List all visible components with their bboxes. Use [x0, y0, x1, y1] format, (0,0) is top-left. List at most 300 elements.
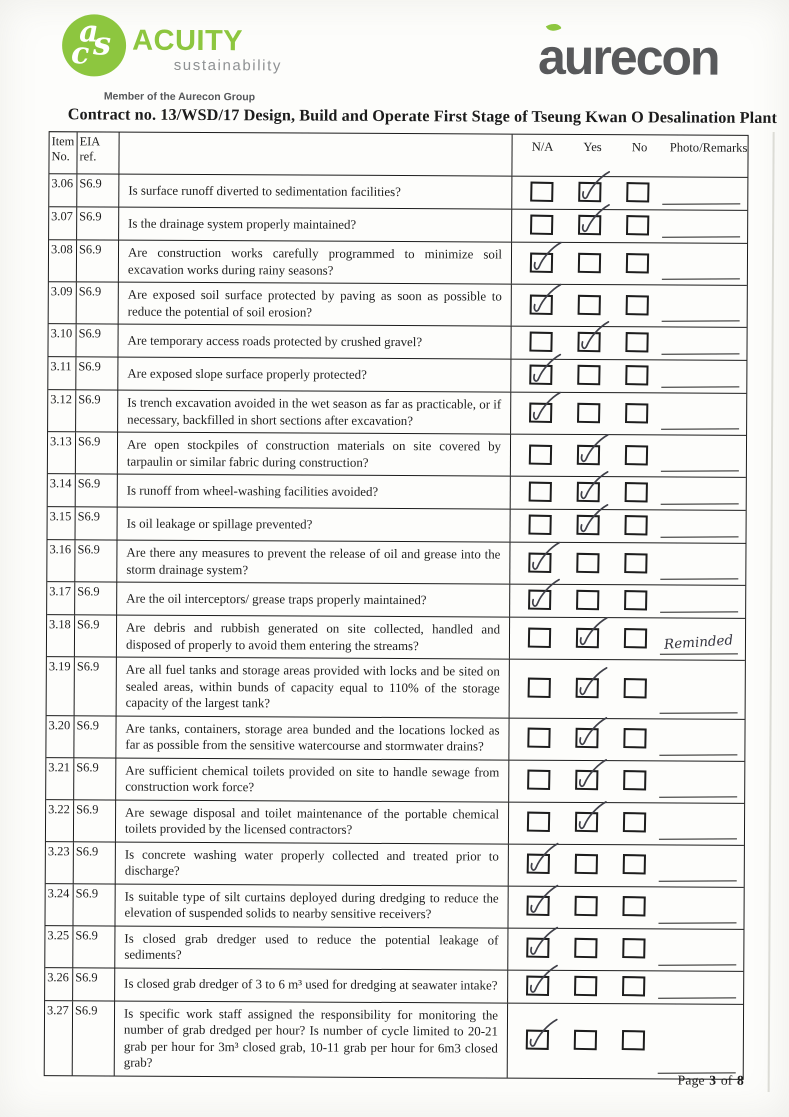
checkbox-na[interactable] — [527, 728, 550, 748]
question-text: Is closed grab dredger of 3 to 6 m³ used for dredging at seawater intake? — [124, 976, 498, 993]
question-text: Is the drainage system properly maintained? — [128, 216, 357, 232]
header-yes: Yes — [583, 139, 602, 155]
monogram-letter-c: c — [70, 36, 90, 72]
answers-cell — [507, 928, 743, 970]
checkbox-na[interactable] — [529, 444, 552, 464]
checkbox-na[interactable] — [528, 627, 551, 647]
checkbox-yes[interactable] — [578, 182, 601, 202]
remark-line — [661, 536, 739, 537]
remark-line — [658, 997, 736, 998]
check-mark-icon — [574, 801, 611, 836]
checkbox-no[interactable] — [626, 215, 649, 235]
checkbox-na[interactable] — [527, 854, 550, 874]
page-number — [678, 1072, 745, 1088]
aurecon-initial: a — [538, 27, 564, 87]
header-eia-ref-label: EIA ref. — [79, 134, 100, 164]
eia-ref-cell — [72, 926, 115, 967]
checkbox-no[interactable] — [625, 482, 648, 502]
acuity-monogram-icon — [62, 14, 126, 76]
remark-line — [660, 578, 738, 579]
checkbox-no[interactable] — [622, 1030, 645, 1050]
checkbox-yes[interactable] — [575, 770, 598, 790]
eia-ref-cell — [75, 390, 118, 431]
question-cell — [117, 541, 509, 584]
item-no: 3.08 — [50, 242, 73, 257]
eia-ref-cell — [74, 615, 117, 656]
checkbox-na[interactable] — [526, 938, 549, 958]
checkbox-no[interactable] — [624, 515, 647, 535]
checkbox-na[interactable] — [529, 365, 552, 385]
answers-cell — [507, 886, 743, 928]
item-no: 3.06 — [51, 176, 74, 191]
answers-cell — [509, 660, 745, 719]
question-cell — [115, 968, 507, 1002]
checkbox-na[interactable] — [526, 1029, 549, 1049]
remark-line — [659, 838, 737, 839]
answers-cell — [508, 718, 744, 760]
item-no: 3.11 — [50, 359, 72, 374]
checkbox-na[interactable] — [528, 677, 551, 697]
eia-ref: S6.9 — [77, 434, 101, 449]
eia-ref: S6.9 — [75, 927, 98, 942]
item-no-cell — [48, 432, 75, 473]
eia-ref-cell — [74, 657, 117, 715]
answers-cell — [510, 327, 746, 360]
checkbox-no[interactable] — [626, 253, 649, 273]
page-total: 8 — [737, 1072, 745, 1088]
question-cell — [119, 283, 511, 326]
remark-line — [662, 236, 740, 237]
check-mark-icon — [574, 717, 611, 752]
check-mark-icon — [528, 391, 565, 426]
item-no: 3.27 — [47, 1002, 69, 1017]
checkbox-na[interactable] — [528, 515, 551, 535]
check-mark-icon — [529, 283, 566, 318]
monogram-letter-s: s — [93, 24, 112, 63]
question-text: Is closed grab dredger used to reduce the potential leakage of sediments? — [124, 931, 499, 962]
checkbox-na[interactable] — [529, 482, 552, 502]
eia-ref: S6.9 — [78, 359, 101, 374]
checkbox-yes[interactable] — [576, 515, 599, 535]
acuity-logo — [60, 12, 290, 108]
table-row — [47, 615, 745, 661]
answers-cell — [509, 585, 745, 618]
question-cell — [119, 208, 511, 242]
item-no: 3.20 — [48, 717, 71, 732]
check-mark-icon — [529, 241, 566, 276]
question-text: Are the oil interceptors/ grease traps properly maintained? — [126, 591, 427, 607]
question-cell — [119, 241, 511, 284]
checkbox-no[interactable] — [624, 590, 647, 610]
remark-line — [661, 503, 739, 504]
answers-cell — [511, 177, 747, 210]
table-row — [48, 432, 746, 478]
remark-text: Reminded — [663, 632, 734, 653]
question-text: Are tanks, containers, storage area bunded and the locations locked as far as possible from the sensitive watercourse and stormwater drains? — [125, 721, 500, 754]
page-of: of — [720, 1072, 733, 1088]
question-text: Is suitable type of silt curtains deployed during dredging to reduce the elevation of suspended solids to nearby sensitive receivers? — [124, 889, 499, 922]
page-current: 3 — [709, 1072, 717, 1088]
question-cell — [118, 358, 510, 392]
answers-cell — [510, 477, 746, 510]
item-no-cell — [47, 582, 74, 614]
checkbox-yes[interactable] — [574, 975, 597, 995]
checkbox-no[interactable] — [624, 553, 647, 573]
eia-ref: S6.9 — [77, 509, 101, 524]
remark-line — [659, 922, 737, 923]
item-no: 3.10 — [50, 326, 73, 341]
eia-ref-cell — [72, 884, 115, 925]
question-cell — [119, 175, 511, 209]
table-row — [46, 716, 744, 762]
eia-ref-cell — [75, 357, 118, 389]
table-header-row — [49, 132, 747, 178]
table-row — [48, 324, 746, 361]
checkbox-no[interactable] — [623, 728, 646, 748]
eia-ref-cell — [72, 1001, 115, 1075]
eia-ref-cell — [74, 582, 117, 614]
answers-cell — [508, 802, 744, 844]
item-no: 3.24 — [47, 885, 70, 900]
question-text: Are debris and rubbish generated on site collected, handled and disposed of properly to avoid them entering the streams? — [125, 620, 501, 653]
header-no: No — [631, 140, 648, 155]
remark-line — [660, 653, 738, 654]
item-no: 3.14 — [49, 476, 72, 491]
table-row — [46, 842, 744, 888]
item-no-cell — [45, 968, 72, 1000]
checkbox-na[interactable] — [527, 770, 550, 790]
item-no: 3.23 — [47, 843, 70, 858]
eia-ref-cell — [76, 174, 119, 206]
table-row — [49, 282, 747, 328]
checkbox-no[interactable] — [625, 403, 648, 423]
question-text: Are open stockpiles of construction materials on site covered by tarpaulin or similar fabric during construction? — [126, 437, 502, 470]
eia-ref-cell — [75, 432, 118, 473]
eia-ref-cell — [72, 968, 115, 1000]
answers-cell — [511, 243, 747, 285]
header-question — [119, 133, 511, 176]
answers-cell — [510, 360, 746, 393]
table-row — [45, 926, 743, 972]
checkbox-yes[interactable] — [575, 728, 598, 748]
checkbox-yes[interactable] — [575, 854, 598, 874]
scan-edge-artifact — [768, 132, 775, 1092]
checkbox-na[interactable] — [530, 294, 553, 314]
check-mark-icon — [526, 843, 563, 878]
remark-line — [662, 320, 740, 321]
question-cell — [116, 800, 508, 843]
checkbox-yes[interactable] — [576, 552, 599, 572]
eia-ref-cell — [75, 474, 118, 506]
answers-cell — [511, 285, 747, 327]
eia-ref-cell — [76, 240, 119, 281]
eia-ref: S6.9 — [77, 476, 101, 491]
checkbox-yes[interactable] — [575, 812, 598, 832]
checkbox-no[interactable] — [623, 812, 646, 832]
eia-ref: S6.9 — [75, 885, 99, 900]
item-no: 3.07 — [51, 209, 73, 224]
checkbox-na[interactable] — [526, 896, 549, 916]
header-answers — [511, 135, 747, 177]
remark-line — [660, 611, 738, 612]
table-row — [45, 1001, 743, 1079]
eia-ref: S6.9 — [78, 284, 102, 299]
remark-line — [659, 754, 737, 755]
checkbox-yes[interactable] — [577, 332, 600, 352]
question-text: Are sewage disposal and toilet maintenance of the portable chemical toilets provided by the licensed contractors? — [124, 805, 500, 837]
checkbox-no[interactable] — [622, 938, 645, 958]
question-text: Is oil leakage or spillage prevented? — [126, 516, 313, 532]
remark-line — [661, 470, 739, 471]
checkbox-no[interactable] — [624, 678, 647, 698]
table-row — [48, 357, 746, 394]
question-cell — [116, 758, 508, 801]
eia-ref-cell — [76, 207, 119, 239]
eia-ref: S6.9 — [77, 584, 100, 599]
item-no: 3.15 — [49, 509, 72, 524]
check-mark-icon — [525, 885, 562, 920]
checkbox-yes[interactable] — [577, 402, 600, 422]
table-row — [46, 800, 744, 846]
eia-ref-cell — [73, 800, 116, 841]
question-cell — [118, 508, 510, 542]
question-cell — [115, 1001, 507, 1077]
question-text: Are all fuel tanks and storage areas provided with locks and be sited on sealed areas, within bunds of capacity equal to 110% of the storage capacity of the largest tank? — [125, 662, 500, 711]
table-row — [48, 390, 746, 436]
checkbox-no[interactable] — [623, 854, 646, 874]
question-text: Are construction works carefully programmed to minimize soil excavation works during rainy seasons? — [127, 245, 503, 278]
question-cell — [118, 433, 510, 476]
acuity-wordmark: ACUITY — [132, 24, 244, 58]
acuity-tagline: sustainability — [173, 56, 283, 75]
item-no: 3.18 — [49, 617, 71, 632]
checkbox-yes[interactable] — [576, 590, 599, 610]
question-cell — [117, 583, 509, 617]
checkbox-yes[interactable] — [574, 896, 597, 916]
item-no-cell — [49, 174, 76, 206]
eia-ref: S6.9 — [77, 542, 100, 557]
item-no: 3.09 — [50, 284, 73, 299]
checkbox-yes[interactable] — [578, 294, 601, 314]
item-no-cell — [45, 884, 72, 925]
header-photo-remarks: Photo/Remarks — [669, 140, 748, 155]
item-no: 3.19 — [48, 659, 71, 674]
checkbox-na[interactable] — [528, 552, 551, 572]
check-mark-icon — [525, 927, 562, 962]
item-no-cell — [49, 207, 76, 239]
checkbox-na[interactable] — [527, 812, 550, 832]
table-row — [49, 207, 747, 244]
item-no-cell — [45, 926, 72, 967]
checkbox-yes[interactable] — [578, 252, 601, 272]
checkbox-yes[interactable] — [577, 444, 600, 464]
checkbox-yes[interactable] — [577, 482, 600, 502]
item-no-cell — [48, 474, 75, 506]
checkbox-na[interactable] — [529, 402, 552, 422]
eia-ref: S6.9 — [75, 1002, 98, 1017]
checkbox-no[interactable] — [623, 770, 646, 790]
answers-cell — [510, 435, 746, 477]
answers-cell — [509, 618, 745, 660]
checkbox-na[interactable] — [529, 332, 552, 352]
check-mark-icon — [575, 616, 612, 651]
remark-line — [661, 353, 739, 354]
table-row — [49, 240, 747, 286]
checkbox-yes[interactable] — [577, 365, 600, 385]
eia-ref: S6.9 — [78, 326, 102, 341]
checkbox-no[interactable] — [622, 896, 645, 916]
check-mark-icon — [525, 1018, 562, 1053]
header-eia-ref — [76, 132, 119, 173]
checkbox-na[interactable] — [530, 252, 553, 272]
item-no-cell — [47, 615, 74, 656]
item-no: 3.21 — [48, 759, 71, 774]
item-no: 3.16 — [49, 542, 72, 557]
header-na: N/A — [531, 139, 554, 154]
checklist-table — [44, 131, 749, 1079]
checkbox-no[interactable] — [625, 365, 648, 385]
aurecon-wordmark-rest: urecon — [563, 28, 719, 86]
eia-ref-cell — [73, 842, 116, 883]
item-no-cell — [48, 357, 75, 389]
checkbox-no[interactable] — [625, 445, 648, 465]
checkbox-no[interactable] — [622, 976, 645, 996]
document-title: Contract no. 13/WSD/17 Design, Build and Operate First Stage of Tseung Kwan O Desalination Plant — [67, 105, 778, 127]
checkbox-yes[interactable] — [574, 1029, 597, 1049]
item-no-cell — [46, 758, 73, 799]
acuity-member-line: Member of the Aurecon Group — [103, 90, 256, 104]
answers-cell — [507, 1003, 743, 1078]
eia-ref: S6.9 — [76, 801, 99, 816]
table-row — [46, 758, 744, 804]
item-no-cell — [49, 282, 76, 323]
eia-ref: S6.9 — [76, 759, 99, 774]
checkbox-no[interactable] — [626, 182, 649, 202]
answers-cell — [510, 393, 746, 435]
question-text: Are exposed slope surface properly protected? — [127, 366, 367, 382]
checkbox-no[interactable] — [624, 628, 647, 648]
table-row — [47, 657, 745, 719]
answers-cell — [509, 543, 745, 585]
eia-ref: S6.9 — [79, 176, 102, 191]
remark-line — [661, 386, 739, 387]
question-cell — [117, 616, 509, 659]
question-text: Are temporary access roads protected by crushed gravel? — [127, 333, 423, 349]
page-label: Page — [677, 1072, 705, 1088]
question-cell — [116, 842, 508, 885]
item-no-cell — [46, 716, 73, 757]
eia-ref: S6.9 — [75, 969, 98, 984]
item-no-cell — [48, 390, 75, 431]
question-text: Is runoff from wheel-washing facilities avoided? — [126, 483, 379, 499]
table-row — [48, 474, 746, 511]
remark-line — [658, 964, 736, 965]
answers-cell — [511, 210, 747, 243]
header-item-no — [49, 132, 76, 173]
item-no-cell — [47, 540, 74, 581]
item-no: 3.22 — [48, 801, 70, 816]
remark-line — [661, 428, 739, 429]
item-no: 3.26 — [47, 969, 69, 984]
item-no: 3.17 — [49, 584, 71, 599]
eia-ref: S6.9 — [77, 617, 100, 632]
item-no-cell — [45, 1001, 72, 1075]
answers-cell — [507, 970, 743, 1003]
question-text: Is specific work staff assigned the responsibility for monitoring the number of grab dredged per hour? Is number of cycle limited to 20-21 grab per hour for 3m³ closed grab, 10-11 grab per hour for 6m3 closed grab? — [123, 1006, 499, 1070]
item-no-cell — [48, 507, 75, 539]
question-text: Is surface runoff diverted to sedimentation facilities? — [128, 183, 401, 199]
question-text: Are there any measures to prevent the release of oil and grease into the storm drainage system? — [126, 545, 501, 577]
remark-line — [662, 203, 740, 204]
question-cell — [118, 391, 510, 434]
answers-cell — [508, 760, 744, 802]
checkbox-na[interactable] — [528, 590, 551, 610]
table-row — [45, 968, 743, 1005]
eia-ref: S6.9 — [78, 242, 102, 257]
monogram-letter-a: a — [79, 14, 99, 50]
remark-line — [659, 880, 737, 881]
item-no-cell — [46, 842, 73, 883]
question-text: Is trench excavation avoided in the wet season as far as practicable, or if necessary, backfilled in short sections after excavation? — [127, 395, 502, 428]
item-no-cell — [48, 324, 75, 356]
checkbox-no[interactable] — [626, 295, 649, 315]
check-mark-icon — [576, 433, 613, 468]
question-cell — [116, 716, 508, 759]
answers-cell — [508, 844, 744, 886]
checkbox-yes[interactable] — [576, 678, 599, 698]
eia-ref-cell — [73, 716, 116, 757]
check-mark-icon — [527, 541, 564, 576]
eia-ref-cell — [75, 324, 118, 356]
aurecon-logo — [538, 27, 719, 90]
question-text: Are sufficient chemical toilets provided on site to handle sewage from construction work force? — [125, 763, 500, 795]
eia-ref: S6.9 — [75, 843, 99, 858]
checkbox-na[interactable] — [530, 215, 553, 235]
eia-ref: S6.9 — [78, 392, 101, 407]
remark-line — [662, 278, 740, 279]
eia-ref: S6.9 — [76, 659, 100, 674]
checkbox-no[interactable] — [625, 332, 648, 352]
header-item-line2: No. — [51, 149, 70, 164]
eia-ref-cell — [76, 282, 119, 323]
checkbox-yes[interactable] — [576, 627, 599, 647]
question-cell — [117, 658, 509, 718]
checkbox-na[interactable] — [530, 182, 553, 202]
check-mark-icon — [574, 759, 611, 794]
answers-cell — [510, 510, 746, 543]
question-text: Is concrete washing water properly collected and treated prior to discharge? — [124, 847, 499, 878]
eia-ref-cell — [73, 758, 116, 799]
item-no-cell — [46, 800, 73, 841]
item-no: 3.12 — [50, 392, 72, 407]
question-text: Are exposed soil surface protected by paving as soon as possible to reduce the potential of soil erosion? — [127, 287, 502, 320]
remark-line — [659, 796, 737, 797]
checkbox-yes[interactable] — [574, 938, 597, 958]
table-row — [47, 582, 745, 619]
checkbox-na[interactable] — [526, 975, 549, 995]
remark-line — [660, 712, 738, 713]
question-cell — [118, 325, 510, 359]
header-item-line1: Item — [51, 134, 75, 149]
table-row — [49, 174, 747, 211]
checkbox-yes[interactable] — [578, 215, 601, 235]
question-cell — [118, 475, 510, 509]
check-mark-icon — [574, 667, 611, 702]
item-no: 3.13 — [49, 434, 72, 449]
eia-ref: S6.9 — [76, 717, 99, 732]
eia-ref-cell — [74, 540, 117, 581]
table-row — [47, 540, 745, 586]
